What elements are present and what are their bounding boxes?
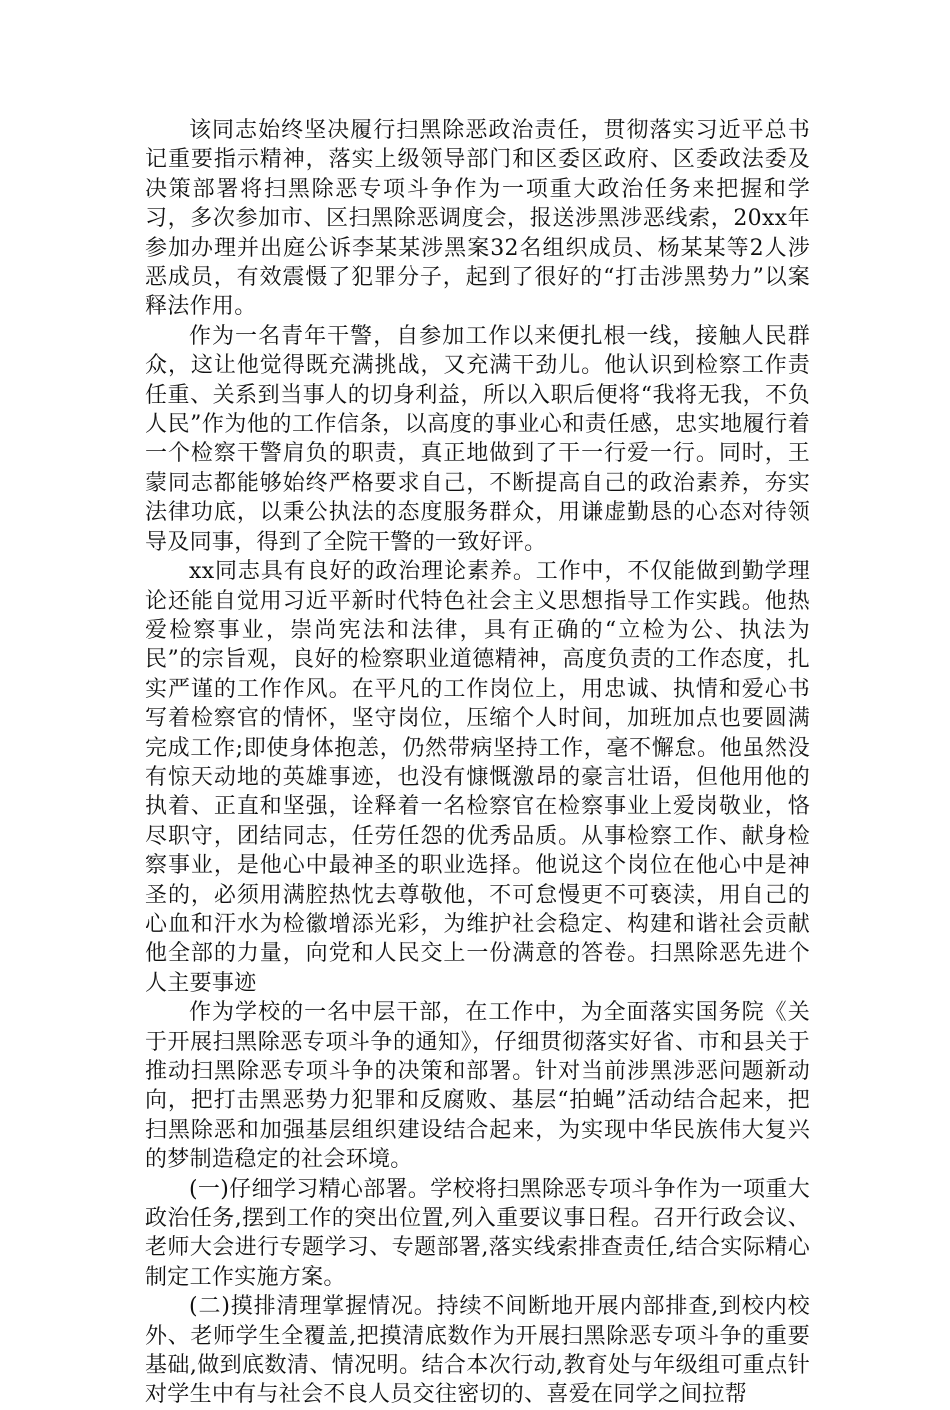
paragraph-6: (二)摸排清理掌握情况。持续不间断地开展内部排查,到校内校外、老师学生全覆盖,把摸清底数作为开展扫黑除恶专项斗争的重要基础,做到底数清、情况明。结合本次行动,教育处与年级组可重点针对学生中有与社会不良人员交往密切的、喜爱在同学之间拉帮 <box>145 1294 810 1408</box>
paragraph-4: 作为学校的一名中层干部，在工作中，为全面落实国务院《关于开展扫黑除恶专项斗争的通知》，仔细贯彻落实好省、市和县关于推动扫黑除恶专项斗争的决策和部署。针对当前涉黑涉恶问题新动向，把打击黑恶势力犯罪和反腐败、基层“拍蝇”活动结合起来，把扫黑除恶和加强基层组织建设结合起来，为实现中华民族伟大复兴的梦制造稳定的社会环境。 <box>145 1000 810 1173</box>
paragraph-2: 作为一名青年干警，自参加工作以来便扎根一线，接触人民群众，这让他觉得既充满挑战，又充满干劲儿。他认识到检察工作责任重、关系到当事人的切身利益，所以入职后便将“我将无我，不负人民”作为他的工作信条，以高度的事业心和责任感，忠实地履行着一个检察干警肩负的职责，真正地做到了干一行爱一行。同时，王蒙同志都能够始终严格要求自己，不断提高自己的政治素养，夯实法律功底，以秉公执法的态度服务群众，用谦虚勤恳的心态对待领导及同事，得到了全院干警的一致好评。 <box>145 323 810 555</box>
document-body <box>145 116 810 1410</box>
paragraph-1: 该同志始终坚决履行扫黑除恶政治责任，贯彻落实习近平总书记重要指示精神，落实上级领导部门和区委区政府、区委政法委及决策部署将扫黑除恶专项斗争作为一项重大政治任务来把握和学习，多次参加市、区扫黑除恶调度会，报送涉黑涉恶线索，20xx年参加办理并出庭公诉李某某涉黑案32名组织成员、杨某某等2人涉恶成员，有效震慑了犯罪分子，起到了很好的“打击涉黑势力”以案释法作用。 <box>145 118 810 320</box>
paragraph-3: xx同志具有良好的政治理论素养。工作中，不仅能做到勤学理论还能自觉用习近平新时代特色社会主义思想指导工作实践。他热爱检察事业，崇尚宪法和法律，具有正确的“立检为公、执法为民”的宗旨观，良好的检察职业道德精神，高度负责的工作态度，扎实严谨的工作作风。在平凡的工作岗位上，用忠诚、执情和爱心书写着检察官的情怀，坚守岗位，压缩个人时间，加班加点也要圆满完成工作;即使身体抱恙，仍然带病坚持工作，毫不懈怠。他虽然没有惊天动地的英雄事迹，也没有慷慨激昂的豪言壮语，但他用他的执着、正直和坚强，诠释着一名检察官在检察事业上爱岗敬业，恪尽职守，团结同志，任劳任怨的优秀品质。从事检察工作、献身检察事业，是他心中最神圣的职业选择。他说这个岗位在他心中是神圣的，必须用满腔热忱去尊敬他，不可怠慢更不可亵渎，用自己的心血和汗水为检徽增添光彩，为维护社会稳定、构建和谐社会贡献他全部的力量，向党和人民交上一份满意的答卷。扫黑除恶先进个人主要事迹 <box>145 559 810 996</box>
paragraph-5: (一)仔细学习精心部署。学校将扫黑除恶专项斗争作为一项重大政治任务,摆到工作的突出位置,列入重要议事日程。召开行政会议、老师大会进行专题学习、专题部署,落实线索排查责任,结合实际精心制定工作实施方案。 <box>145 1176 810 1290</box>
